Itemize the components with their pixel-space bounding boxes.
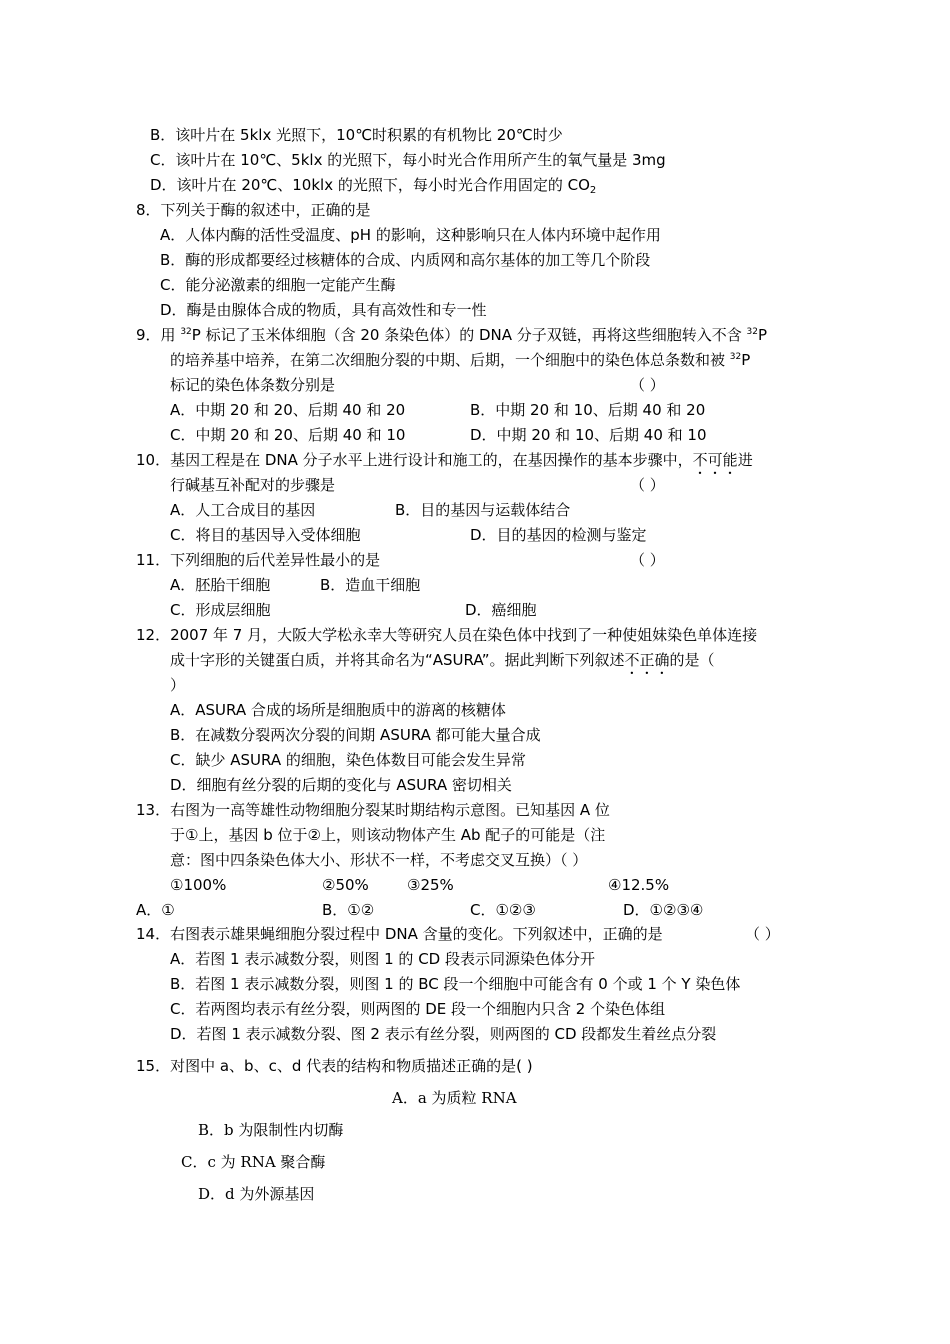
- q9-stem-line2: [170, 350, 750, 370]
- q14-option-a: A．若图 1 表示减数分裂，则图 1 的 CD 段表示同源染色体分开: [170, 950, 595, 968]
- q12-stem-line3: ）: [170, 676, 186, 694]
- q9-option-a: A．中期 20 和 20、后期 40 和 20: [170, 401, 406, 419]
- q7-option-d: [150, 175, 596, 195]
- q11-option-a: A．胚胎干细胞: [170, 576, 271, 594]
- q11-stem: 11．下列细胞的后代差异性最小的是: [136, 551, 381, 569]
- q7-option-d-subscript: 2: [589, 185, 597, 196]
- q13-option-b: B．①②: [322, 901, 375, 919]
- q9-option-b: B．中期 20 和 10、后期 40 和 20: [470, 401, 706, 419]
- q9-superscript-3: 32: [729, 352, 742, 362]
- q9-stem-text-2: P 标记了玉米体细胞（含 20 条染色体）的 DNA 分子双链，再将这些细胞转入不含: [191, 326, 747, 344]
- q13-value-3: ③25%: [407, 876, 454, 894]
- q13-option-c: C．①②③: [470, 901, 536, 919]
- q13-stem-line3: 意：图中四条染色体大小、形状不一样，不考虑交叉互换）（ ）: [170, 851, 588, 869]
- q7-option-b: B．该叶片在 5klx 光照下，10℃时积累的有机物比 20℃时少: [150, 126, 563, 144]
- q9-stem-line1: [136, 325, 767, 345]
- q9-answer-paren: （ ）: [630, 376, 665, 394]
- q14-option-d: D．若图 1 表示减数分裂、图 2 表示有丝分裂，则两图的 CD 段都发生着丝点分裂: [170, 1025, 717, 1043]
- q10-stem-line1: [136, 450, 753, 478]
- q10-stem-text-2: 进: [737, 451, 753, 469]
- q15-option-c: C．c 为 RNA 聚合酶: [181, 1153, 326, 1171]
- q15-stem: 15．对图中 a、b、c、d 代表的结构和物质描述正确的是( ): [136, 1057, 533, 1075]
- q9-superscript-1: 32: [180, 327, 192, 337]
- q15-option-b: B．b 为限制性内切酶: [198, 1121, 344, 1139]
- q12-option-a: A．ASURA 合成的场所是细胞质中的游离的核糖体: [170, 701, 506, 719]
- q13-stem-line2: 于①上，基因 b 位于②上，则该动物体产生 Ab 配子的可能是（注: [170, 826, 606, 844]
- q12-stem-line1: 12．2007 年 7 月，大阪大学松永幸大等研究人员在染色体中找到了一种使姐妹染色单体连接: [136, 626, 758, 644]
- q9-stem-text-1: 9．用: [136, 326, 181, 344]
- q13-value-1: ①100%: [170, 876, 227, 894]
- q11-option-b: B．造血干细胞: [320, 576, 421, 594]
- q12-stem-text-2: 的是（: [669, 651, 715, 669]
- q8-option-c: C．能分泌激素的细胞一定能产生酶: [160, 276, 396, 294]
- q10-stem-text-1: 10．基因工程是在 DNA 分子水平上进行设计和施工的，在基因操作的基本步骤中，: [136, 451, 693, 469]
- q9-stem-text-5: P: [741, 351, 751, 369]
- q11-answer-paren: （ ）: [630, 551, 665, 569]
- q9-stem-text-4: 的培养基中培养，在第二次细胞分裂的中期、后期，一个细胞中的染色体总条数和被: [170, 351, 730, 369]
- q12-stem-text-1: 成十字形的关键蛋白质，并将其命名为“ASURA”。据此判断下列叙述: [170, 651, 625, 669]
- q8-option-b: B．酶的形成都要经过核糖体的合成、内质网和高尔基体的加工等几个阶段: [160, 251, 651, 269]
- q15-option-d: D．d 为外源基因: [198, 1185, 315, 1203]
- q10-answer-paren: （ ）: [630, 476, 665, 494]
- q10-option-b: B．目的基因与运载体结合: [395, 501, 571, 519]
- q7-option-c: C．该叶片在 10℃、5klx 的光照下，每小时光合作用所产生的氧气量是 3mg: [150, 151, 666, 169]
- q13-option-a: A．①: [136, 901, 175, 919]
- q12-emphasis-text: 不正确: [624, 651, 670, 669]
- q10-option-a: A．人工合成目的基因: [170, 501, 316, 519]
- q10-stem-line2: 行碱基互补配对的步骤是: [170, 476, 336, 494]
- q10-option-d: D．目的基因的检测与鉴定: [470, 526, 647, 544]
- q11-option-c: C．形成层细胞: [170, 601, 271, 619]
- q10-option-c: C．将目的基因导入受体细胞: [170, 526, 361, 544]
- q7-option-d-text: D．该叶片在 20℃、10klx 的光照下，每小时光合作用固定的 CO: [150, 176, 590, 194]
- q13-stem-line1: 13．右图为一高等雄性动物细胞分裂某时期结构示意图。已知基因 A 位: [136, 801, 610, 819]
- q10-emphasis-text: 不可能: [692, 451, 738, 469]
- q9-option-c: C．中期 20 和 20、后期 40 和 10: [170, 426, 406, 444]
- q12-option-d: D．细胞有丝分裂的后期的变化与 ASURA 密切相关: [170, 776, 512, 794]
- q8-option-d: D．酶是由腺体合成的物质，具有高效性和专一性: [160, 301, 487, 319]
- q13-option-d: D．①②③④: [623, 901, 704, 919]
- q9-stem-text-3: P: [758, 326, 768, 344]
- q9-option-d: D．中期 20 和 10、后期 40 和 10: [470, 426, 707, 444]
- q15-option-a: A．a 为质粒 RNA: [392, 1089, 517, 1107]
- q12-option-c: C．缺少 ASURA 的细胞，染色体数目可能会发生异常: [170, 751, 526, 769]
- q12-option-b: B．在减数分裂两次分裂的间期 ASURA 都可能大量合成: [170, 726, 541, 744]
- q8-stem: 8．下列关于酶的叙述中，正确的是: [136, 201, 371, 219]
- q14-option-b: B．若图 1 表示减数分裂，则图 1 的 BC 段一个细胞中可能含有 0 个或 1 个 Y 染色体: [170, 975, 741, 993]
- q13-value-2: ②50%: [322, 876, 369, 894]
- q8-option-a: A．人体内酶的活性受温度、pH 的影响，这种影响只在人体内环境中起作用: [160, 226, 661, 244]
- q9-superscript-2: 32: [746, 327, 758, 337]
- q14-stem: 14．右图表示雄果蝇细胞分裂过程中 DNA 含量的变化。下列叙述中，正确的是: [136, 925, 663, 943]
- q12-stem-line2: [170, 650, 715, 678]
- q11-option-d: D．癌细胞: [465, 601, 537, 619]
- q9-stem-line3: 标记的染色体条数分别是: [170, 376, 336, 394]
- q14-answer-paren: （ ）: [745, 925, 780, 943]
- q13-value-4: ④12.5%: [608, 876, 670, 894]
- q14-option-c: C．若两图均表示有丝分裂，则两图的 DE 段一个细胞内只含 2 个染色体组: [170, 1000, 666, 1018]
